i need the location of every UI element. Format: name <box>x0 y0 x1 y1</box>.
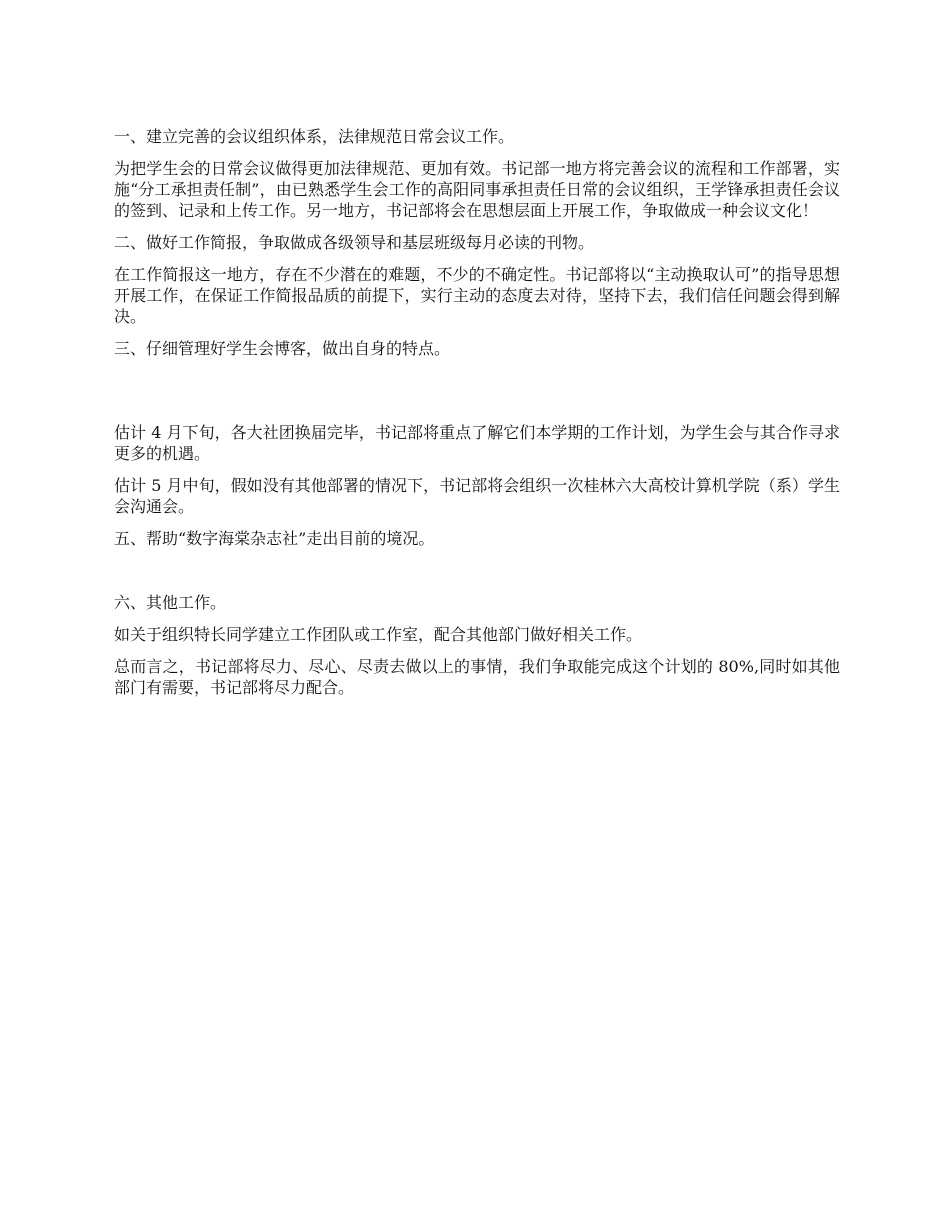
paragraph-conclusion: 总而言之，书记部将尽力、尽心、尽责去做以上的事情，我们争取能完成这个计划的 80%,同时如其他部门有需要，书记部将尽力配合。 <box>114 657 840 697</box>
blank-space <box>114 370 840 422</box>
heading-other-work: 六、其他工作。 <box>114 593 227 612</box>
heading-meeting-system: 一、建立完善的会议组织体系，法律规范日常会议工作。 <box>114 127 515 146</box>
heading-magazine-help: 五、帮助“数字海棠杂志社”走出目前的境况。 <box>114 529 435 548</box>
paragraph-work-bulletin: 在工作简报这一地方，存在不少潜在的难题，不少的不确定性。书记部将以“主动换取认可”的指导思想开展工作，在保证工作简报品质的前提下，实行主动的态度去对待，坚持下去，我们信任问题会得到解决。 <box>114 265 840 326</box>
blank-space <box>114 560 840 592</box>
heading-blog-management: 三、仔细管理好学生会博客，做出自身的特点。 <box>114 339 451 358</box>
document-body <box>114 126 840 709</box>
heading-work-bulletin: 二、做好工作简报，争取做成各级领导和基层班级每月必读的刊物。 <box>114 233 595 252</box>
paragraph-meeting-system: 为把学生会的日常会议做得更加法律规范、更加有效。书记部一地方将完善会议的流程和工作部署，实施“分工承担责任制”，由已熟悉学生会工作的高阳同事承担责任日常的会议组织，王学锋承担责任会议的签到、记录和上传工作。另一地方，书记部将会在思想层面上开展工作，争取做成一种会议文化！ <box>114 159 840 220</box>
paragraph-april-plan: 估计 4 月下旬，各大社团换届完毕，书记部将重点了解它们本学期的工作计划，为学生会与其合作寻求更多的机遇。 <box>114 423 840 463</box>
paragraph-may-plan: 估计 5 月中旬，假如没有其他部署的情况下，书记部将会组织一次桂林六大高校计算机学院（系）学生会沟通会。 <box>114 476 840 516</box>
paragraph-other-work: 如关于组织特长同学建立工作团队或工作室，配合其他部门做好相关工作。 <box>114 625 643 644</box>
